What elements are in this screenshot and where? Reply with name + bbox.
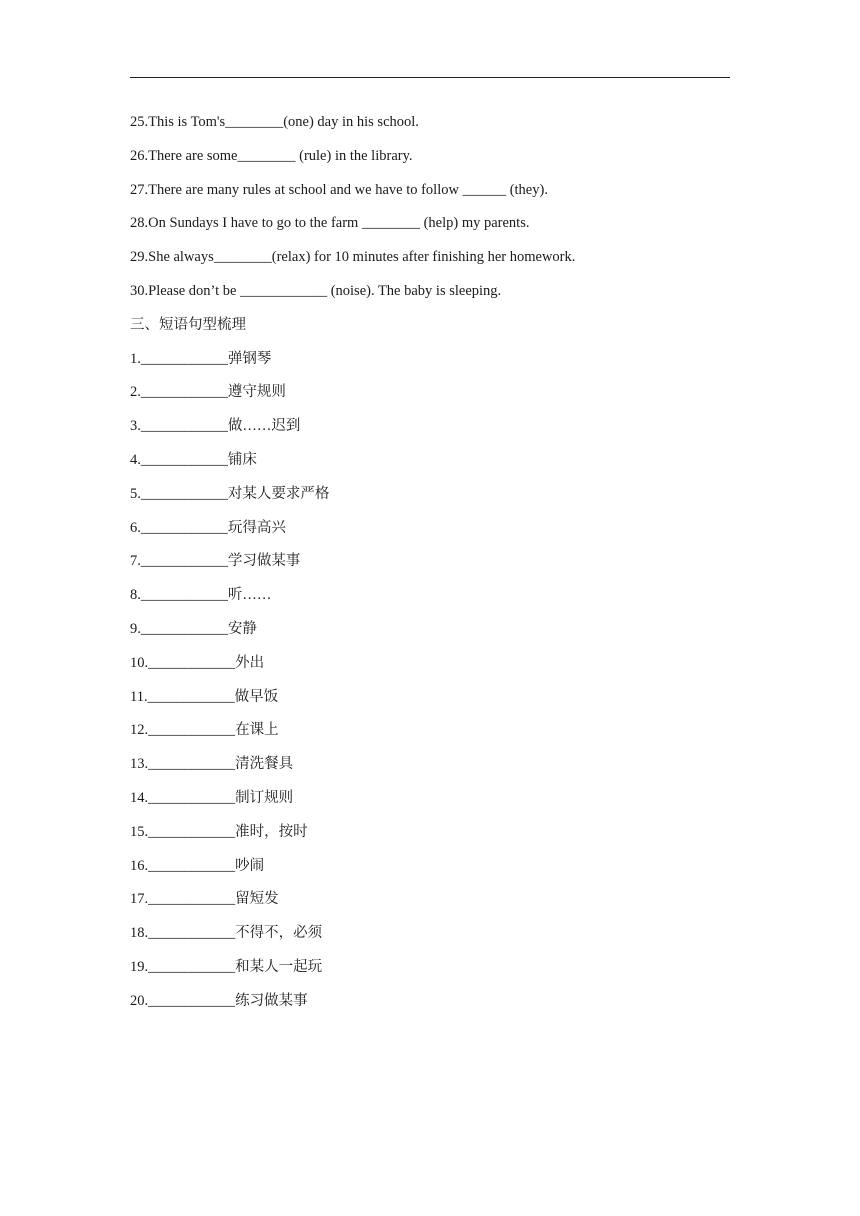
section-title: 三、短语句型梳理 [130, 316, 246, 333]
phrase-item-3: 3.____________做……迟到 [130, 418, 301, 435]
phrase-item-9: 9.____________安静 [130, 620, 257, 637]
phrase-item-7: 7.____________学习做某事 [130, 553, 301, 570]
phrase-item-2: 2.____________遵守规则 [130, 384, 286, 401]
phrase-item-17: 17.____________留短发 [130, 891, 279, 908]
exercise-25: 25.This is Tom's________(one) day in his school. [130, 114, 419, 130]
phrase-item-8: 8.____________听…… [130, 587, 272, 604]
phrase-item-16: 16.____________吵闹 [130, 857, 265, 874]
phrase-item-19: 19.____________和某人一起玩 [130, 958, 323, 975]
exercise-26: 26.There are some________ (rule) in the library. [130, 147, 413, 164]
worksheet-content [130, 111, 750, 1024]
phrase-item-5: 5.____________对某人要求严格 [130, 485, 330, 502]
exercise-28: 28.On Sundays I have to go to the farm ________ (help) my parents. [130, 215, 530, 232]
phrase-item-15: 15.____________准时，按时 [130, 823, 308, 840]
phrase-item-18: 18.____________不得不，必须 [130, 925, 323, 942]
phrase-item-10: 10.____________外出 [130, 654, 265, 671]
phrase-item-11: 11.____________做早饭 [130, 688, 279, 705]
header-rule [130, 77, 730, 78]
phrase-item-4: 4.____________铺床 [130, 451, 257, 468]
phrase-item-1: 1.____________弹钢琴 [130, 350, 272, 367]
phrase-item-13: 13.____________清洗餐具 [130, 756, 294, 773]
phrase-item-14: 14.____________制订规则 [130, 789, 294, 806]
exercise-27: 27.There are many rules at school and we have to follow ______ (they). [130, 181, 548, 198]
phrase-item-6: 6.____________玩得高兴 [130, 519, 286, 536]
exercise-29: 29.She always________(relax) for 10 minutes after finishing her homework. [130, 249, 576, 266]
phrase-item-12: 12.____________在课上 [130, 722, 279, 739]
exercise-30: 30.Please don’t be ____________ (noise). The baby is sleeping. [130, 282, 502, 299]
phrase-item-20: 20.____________练习做某事 [130, 992, 308, 1009]
